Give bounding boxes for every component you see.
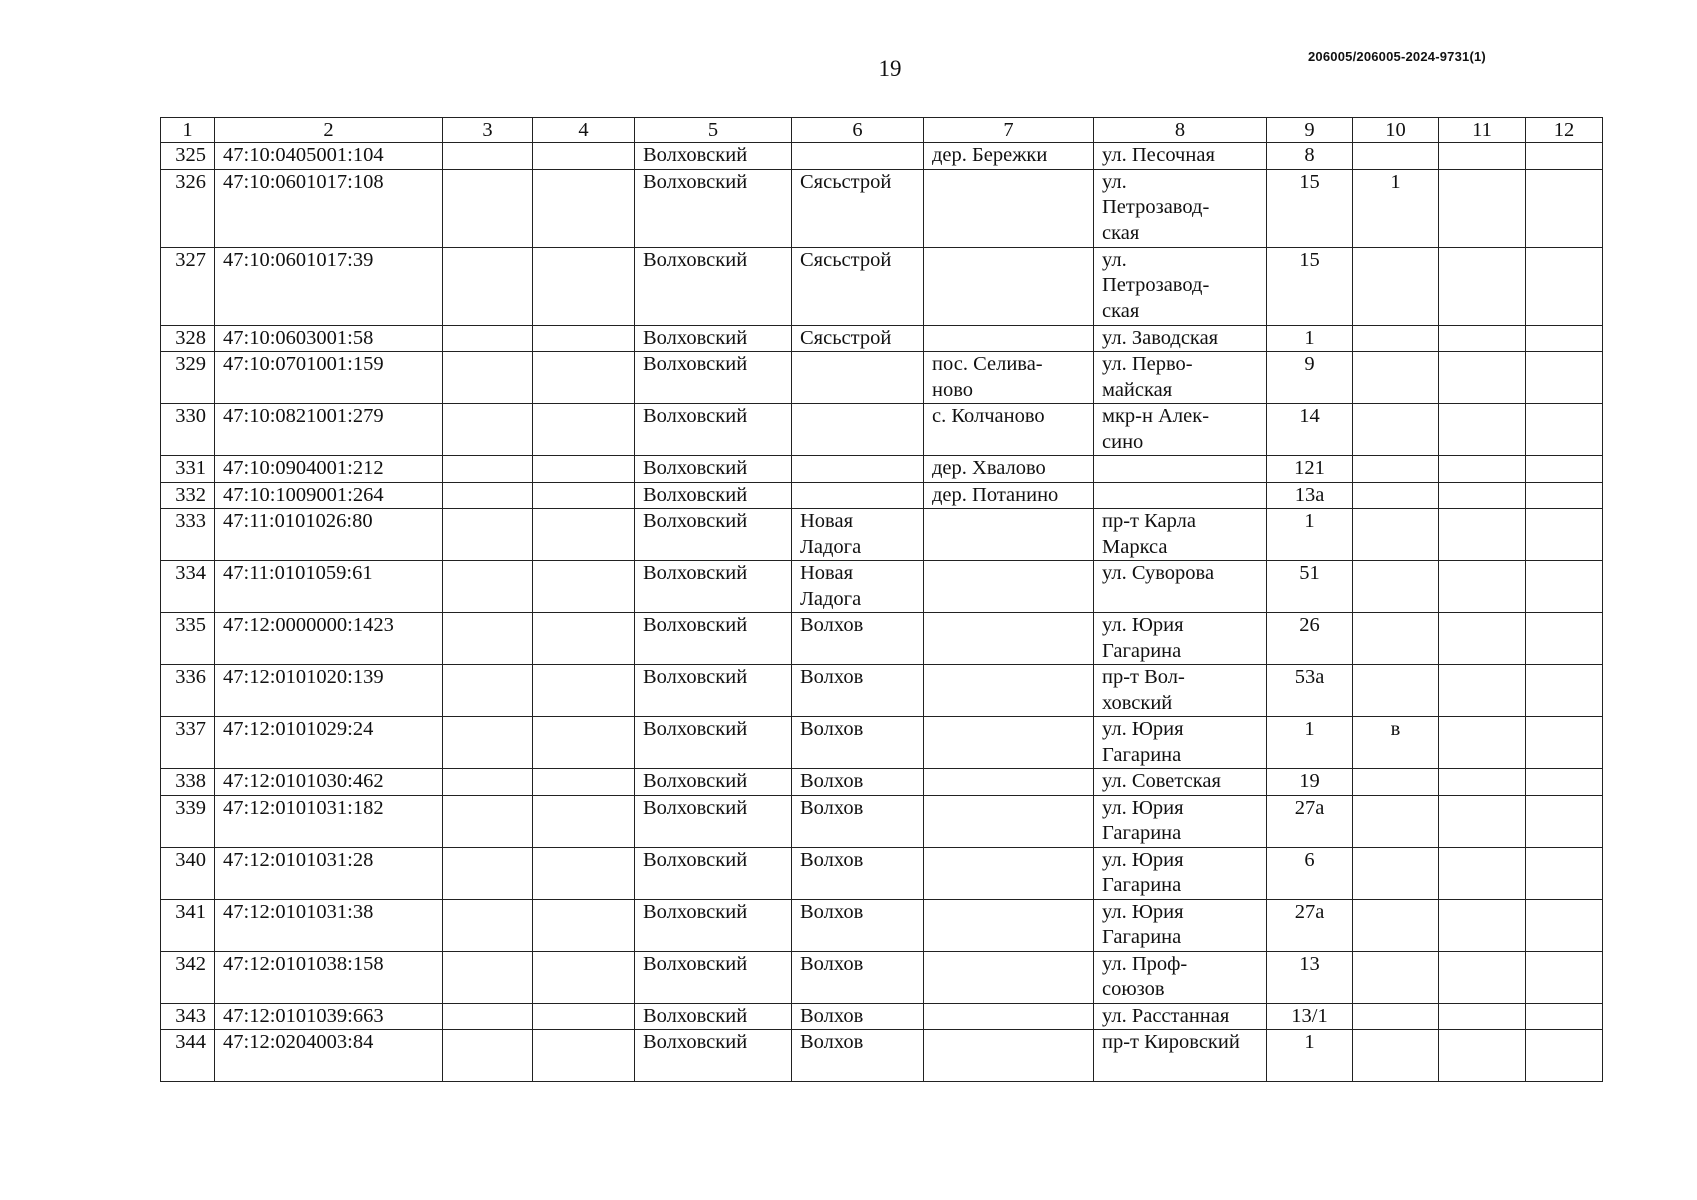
district-cell: Волховский (635, 325, 792, 352)
col3-cell (443, 795, 533, 847)
col12-cell (1526, 352, 1603, 404)
row-number-cell: 332 (161, 482, 215, 509)
cadastral-number-cell: 47:12:0101029:24 (215, 717, 443, 769)
row-number-cell: 330 (161, 404, 215, 456)
district-cell: Волховский (635, 665, 792, 717)
street-cell (1094, 482, 1267, 509)
street-cell: ул. Юрия Гагарина (1094, 613, 1267, 665)
table-row (161, 951, 1603, 1003)
district-cell: Волховский (635, 1003, 792, 1030)
street-cell: ул. Юрия Гагарина (1094, 899, 1267, 951)
column-header: 4 (533, 118, 635, 143)
row-number-cell: 339 (161, 795, 215, 847)
col11-cell (1439, 899, 1526, 951)
locality-cell (924, 247, 1094, 325)
col12-cell (1526, 717, 1603, 769)
building-cell (1353, 482, 1439, 509)
house-number-cell: 13 (1267, 951, 1353, 1003)
settlement-cell: Новая Ладога (792, 509, 924, 561)
col12-cell (1526, 795, 1603, 847)
col11-cell (1439, 509, 1526, 561)
locality-cell (924, 509, 1094, 561)
district-cell: Волховский (635, 352, 792, 404)
settlement-cell: Волхов (792, 769, 924, 796)
table-row (161, 665, 1603, 717)
row-number-cell: 336 (161, 665, 215, 717)
settlement-cell: Волхов (792, 795, 924, 847)
locality-cell (924, 665, 1094, 717)
locality-cell (924, 169, 1094, 247)
col11-cell (1439, 169, 1526, 247)
house-number-cell: 8 (1267, 143, 1353, 170)
district-cell: Волховский (635, 509, 792, 561)
settlement-cell: Сясьстрой (792, 325, 924, 352)
col12-cell (1526, 951, 1603, 1003)
table-row (161, 1003, 1603, 1030)
col3-cell (443, 847, 533, 899)
table-row (161, 717, 1603, 769)
column-header: 6 (792, 118, 924, 143)
settlement-cell: Волхов (792, 951, 924, 1003)
locality-cell (924, 561, 1094, 613)
table-row (161, 795, 1603, 847)
locality-cell (924, 847, 1094, 899)
col11-cell (1439, 247, 1526, 325)
row-number-cell: 337 (161, 717, 215, 769)
col12-cell (1526, 325, 1603, 352)
cadastral-number-cell: 47:10:0601017:39 (215, 247, 443, 325)
col12-cell (1526, 1030, 1603, 1082)
col4-cell (533, 951, 635, 1003)
col12-cell (1526, 665, 1603, 717)
locality-cell: дер. Бережки (924, 143, 1094, 170)
col12-cell (1526, 456, 1603, 483)
district-cell: Волховский (635, 613, 792, 665)
col3-cell (443, 899, 533, 951)
col12-cell (1526, 143, 1603, 170)
house-number-cell: 15 (1267, 169, 1353, 247)
street-cell: ул. Перво- майская (1094, 352, 1267, 404)
row-number-cell: 342 (161, 951, 215, 1003)
settlement-cell: Волхов (792, 1003, 924, 1030)
document-id: 206005/206005-2024-9731(1) (1308, 49, 1486, 64)
house-number-cell: 9 (1267, 352, 1353, 404)
street-cell: ул. Советская (1094, 769, 1267, 796)
settlement-cell: Волхов (792, 1030, 924, 1082)
col11-cell (1439, 795, 1526, 847)
building-cell (1353, 456, 1439, 483)
district-cell: Волховский (635, 482, 792, 509)
row-number-cell: 343 (161, 1003, 215, 1030)
row-number-cell: 327 (161, 247, 215, 325)
street-cell: ул. Петрозавод- ская (1094, 169, 1267, 247)
locality-cell (924, 717, 1094, 769)
col3-cell (443, 169, 533, 247)
street-cell: ул. Заводская (1094, 325, 1267, 352)
settlement-cell (792, 143, 924, 170)
settlement-cell: Новая Ладога (792, 561, 924, 613)
cadastral-number-cell: 47:12:0101020:139 (215, 665, 443, 717)
house-number-cell: 1 (1267, 509, 1353, 561)
table-row (161, 769, 1603, 796)
house-number-cell: 13/1 (1267, 1003, 1353, 1030)
column-header: 3 (443, 118, 533, 143)
column-header: 5 (635, 118, 792, 143)
col11-cell (1439, 613, 1526, 665)
settlement-cell: Сясьстрой (792, 169, 924, 247)
locality-cell (924, 1030, 1094, 1082)
cadastral-number-cell: 47:12:0000000:1423 (215, 613, 443, 665)
building-cell (1353, 352, 1439, 404)
cadastral-number-cell: 47:12:0101031:38 (215, 899, 443, 951)
col3-cell (443, 482, 533, 509)
col3-cell (443, 404, 533, 456)
house-number-cell: 26 (1267, 613, 1353, 665)
table-row (161, 352, 1603, 404)
col11-cell (1439, 1030, 1526, 1082)
cadastral-number-cell: 47:12:0101039:663 (215, 1003, 443, 1030)
col12-cell (1526, 482, 1603, 509)
cadastral-number-cell: 47:12:0101031:28 (215, 847, 443, 899)
col4-cell (533, 247, 635, 325)
row-number-cell: 335 (161, 613, 215, 665)
building-cell (1353, 509, 1439, 561)
col4-cell (533, 769, 635, 796)
house-number-cell: 53а (1267, 665, 1353, 717)
cadastral-number-cell: 47:12:0204003:84 (215, 1030, 443, 1082)
house-number-cell: 27а (1267, 899, 1353, 951)
row-number-cell: 333 (161, 509, 215, 561)
district-cell: Волховский (635, 847, 792, 899)
district-cell: Волховский (635, 1030, 792, 1082)
cadastral-number-cell: 47:10:0601017:108 (215, 169, 443, 247)
col3-cell (443, 456, 533, 483)
cadastral-number-cell: 47:10:1009001:264 (215, 482, 443, 509)
table-row (161, 1030, 1603, 1082)
district-cell: Волховский (635, 143, 792, 170)
cadastral-number-cell: 47:12:0101031:182 (215, 795, 443, 847)
table-row (161, 613, 1603, 665)
table-row (161, 169, 1603, 247)
settlement-cell (792, 352, 924, 404)
row-number-cell: 329 (161, 352, 215, 404)
col11-cell (1439, 951, 1526, 1003)
col12-cell (1526, 847, 1603, 899)
row-number-cell: 334 (161, 561, 215, 613)
column-header: 7 (924, 118, 1094, 143)
column-header: 12 (1526, 118, 1603, 143)
settlement-cell: Волхов (792, 899, 924, 951)
col12-cell (1526, 561, 1603, 613)
col11-cell (1439, 325, 1526, 352)
col11-cell (1439, 665, 1526, 717)
district-cell: Волховский (635, 717, 792, 769)
building-cell (1353, 899, 1439, 951)
col4-cell (533, 613, 635, 665)
building-cell (1353, 404, 1439, 456)
col3-cell (443, 769, 533, 796)
table-row (161, 847, 1603, 899)
locality-cell: с. Колчаново (924, 404, 1094, 456)
locality-cell (924, 769, 1094, 796)
column-header: 11 (1439, 118, 1526, 143)
building-cell (1353, 847, 1439, 899)
cadastral-number-cell: 47:12:0101038:158 (215, 951, 443, 1003)
settlement-cell (792, 404, 924, 456)
col3-cell (443, 613, 533, 665)
district-cell: Волховский (635, 899, 792, 951)
col11-cell (1439, 847, 1526, 899)
house-number-cell: 6 (1267, 847, 1353, 899)
col12-cell (1526, 404, 1603, 456)
col4-cell (533, 795, 635, 847)
street-cell: пр-т Кировский (1094, 1030, 1267, 1082)
street-cell: пр-т Карла Маркса (1094, 509, 1267, 561)
col4-cell (533, 899, 635, 951)
table-header-row (161, 118, 1603, 143)
column-header: 1 (161, 118, 215, 143)
settlement-cell: Волхов (792, 847, 924, 899)
col3-cell (443, 1030, 533, 1082)
street-cell: ул. Расстанная (1094, 1003, 1267, 1030)
building-cell (1353, 1003, 1439, 1030)
col11-cell (1439, 404, 1526, 456)
locality-cell (924, 795, 1094, 847)
house-number-cell: 14 (1267, 404, 1353, 456)
settlement-cell: Сясьстрой (792, 247, 924, 325)
column-header: 2 (215, 118, 443, 143)
col12-cell (1526, 169, 1603, 247)
col12-cell (1526, 247, 1603, 325)
house-number-cell: 15 (1267, 247, 1353, 325)
district-cell: Волховский (635, 561, 792, 613)
col4-cell (533, 1003, 635, 1030)
row-number-cell: 341 (161, 899, 215, 951)
col3-cell (443, 352, 533, 404)
table-row (161, 325, 1603, 352)
street-cell: ул. Суворова (1094, 561, 1267, 613)
col11-cell (1439, 561, 1526, 613)
locality-cell (924, 1003, 1094, 1030)
col4-cell (533, 717, 635, 769)
registry-table (160, 117, 1603, 1082)
col4-cell (533, 404, 635, 456)
street-cell (1094, 456, 1267, 483)
cadastral-number-cell: 47:10:0405001:104 (215, 143, 443, 170)
street-cell: ул. Песочная (1094, 143, 1267, 170)
cadastral-number-cell: 47:10:0904001:212 (215, 456, 443, 483)
building-cell: 1 (1353, 169, 1439, 247)
building-cell (1353, 769, 1439, 796)
building-cell: в (1353, 717, 1439, 769)
street-cell: пр-т Вол- ховский (1094, 665, 1267, 717)
street-cell: ул. Юрия Гагарина (1094, 717, 1267, 769)
col3-cell (443, 143, 533, 170)
table-row (161, 456, 1603, 483)
table-body (161, 143, 1603, 1082)
col4-cell (533, 847, 635, 899)
house-number-cell: 27а (1267, 795, 1353, 847)
col3-cell (443, 247, 533, 325)
building-cell (1353, 795, 1439, 847)
col11-cell (1439, 769, 1526, 796)
district-cell: Волховский (635, 247, 792, 325)
row-number-cell: 340 (161, 847, 215, 899)
locality-cell: дер. Потанино (924, 482, 1094, 509)
table-row (161, 143, 1603, 170)
col3-cell (443, 717, 533, 769)
house-number-cell: 1 (1267, 325, 1353, 352)
col4-cell (533, 325, 635, 352)
house-number-cell: 121 (1267, 456, 1353, 483)
settlement-cell: Волхов (792, 717, 924, 769)
col4-cell (533, 352, 635, 404)
building-cell (1353, 247, 1439, 325)
house-number-cell: 19 (1267, 769, 1353, 796)
locality-cell (924, 951, 1094, 1003)
cadastral-number-cell: 47:10:0603001:58 (215, 325, 443, 352)
col4-cell (533, 456, 635, 483)
col12-cell (1526, 769, 1603, 796)
col11-cell (1439, 352, 1526, 404)
district-cell: Волховский (635, 456, 792, 483)
table-row (161, 561, 1603, 613)
district-cell: Волховский (635, 169, 792, 247)
col11-cell (1439, 143, 1526, 170)
table-row (161, 247, 1603, 325)
street-cell: мкр-н Алек- сино (1094, 404, 1267, 456)
col12-cell (1526, 1003, 1603, 1030)
col4-cell (533, 509, 635, 561)
street-cell: ул. Проф- союзов (1094, 951, 1267, 1003)
house-number-cell: 1 (1267, 717, 1353, 769)
col3-cell (443, 509, 533, 561)
col4-cell (533, 665, 635, 717)
settlement-cell (792, 456, 924, 483)
cadastral-number-cell: 47:11:0101059:61 (215, 561, 443, 613)
building-cell (1353, 951, 1439, 1003)
cadastral-number-cell: 47:12:0101030:462 (215, 769, 443, 796)
col12-cell (1526, 509, 1603, 561)
col11-cell (1439, 717, 1526, 769)
settlement-cell: Волхов (792, 665, 924, 717)
page-number: 19 (878, 56, 902, 81)
col12-cell (1526, 613, 1603, 665)
row-number-cell: 325 (161, 143, 215, 170)
settlement-cell (792, 482, 924, 509)
col3-cell (443, 951, 533, 1003)
building-cell (1353, 325, 1439, 352)
cadastral-number-cell: 47:10:0701001:159 (215, 352, 443, 404)
row-number-cell: 338 (161, 769, 215, 796)
column-header: 10 (1353, 118, 1439, 143)
district-cell: Волховский (635, 795, 792, 847)
building-cell (1353, 143, 1439, 170)
building-cell (1353, 561, 1439, 613)
house-number-cell: 1 (1267, 1030, 1353, 1082)
table-row (161, 404, 1603, 456)
building-cell (1353, 613, 1439, 665)
house-number-cell: 51 (1267, 561, 1353, 613)
col11-cell (1439, 456, 1526, 483)
col3-cell (443, 325, 533, 352)
col3-cell (443, 665, 533, 717)
row-number-cell: 326 (161, 169, 215, 247)
cadastral-number-cell: 47:11:0101026:80 (215, 509, 443, 561)
table-row (161, 899, 1603, 951)
col4-cell (533, 482, 635, 509)
street-cell: ул. Юрия Гагарина (1094, 847, 1267, 899)
col4-cell (533, 561, 635, 613)
col3-cell (443, 1003, 533, 1030)
col4-cell (533, 143, 635, 170)
col3-cell (443, 561, 533, 613)
street-cell: ул. Юрия Гагарина (1094, 795, 1267, 847)
district-cell: Волховский (635, 769, 792, 796)
col11-cell (1439, 1003, 1526, 1030)
col11-cell (1439, 482, 1526, 509)
row-number-cell: 344 (161, 1030, 215, 1082)
col4-cell (533, 1030, 635, 1082)
locality-cell (924, 899, 1094, 951)
col12-cell (1526, 899, 1603, 951)
locality-cell (924, 613, 1094, 665)
house-number-cell: 13а (1267, 482, 1353, 509)
settlement-cell: Волхов (792, 613, 924, 665)
row-number-cell: 331 (161, 456, 215, 483)
column-header: 8 (1094, 118, 1267, 143)
table-row (161, 509, 1603, 561)
street-cell: ул. Петрозавод- ская (1094, 247, 1267, 325)
cadastral-number-cell: 47:10:0821001:279 (215, 404, 443, 456)
building-cell (1353, 1030, 1439, 1082)
column-header: 9 (1267, 118, 1353, 143)
table-row (161, 482, 1603, 509)
locality-cell (924, 325, 1094, 352)
building-cell (1353, 665, 1439, 717)
col4-cell (533, 169, 635, 247)
district-cell: Волховский (635, 951, 792, 1003)
district-cell: Волховский (635, 404, 792, 456)
locality-cell: пос. Селива- ново (924, 352, 1094, 404)
locality-cell: дер. Хвалово (924, 456, 1094, 483)
row-number-cell: 328 (161, 325, 215, 352)
